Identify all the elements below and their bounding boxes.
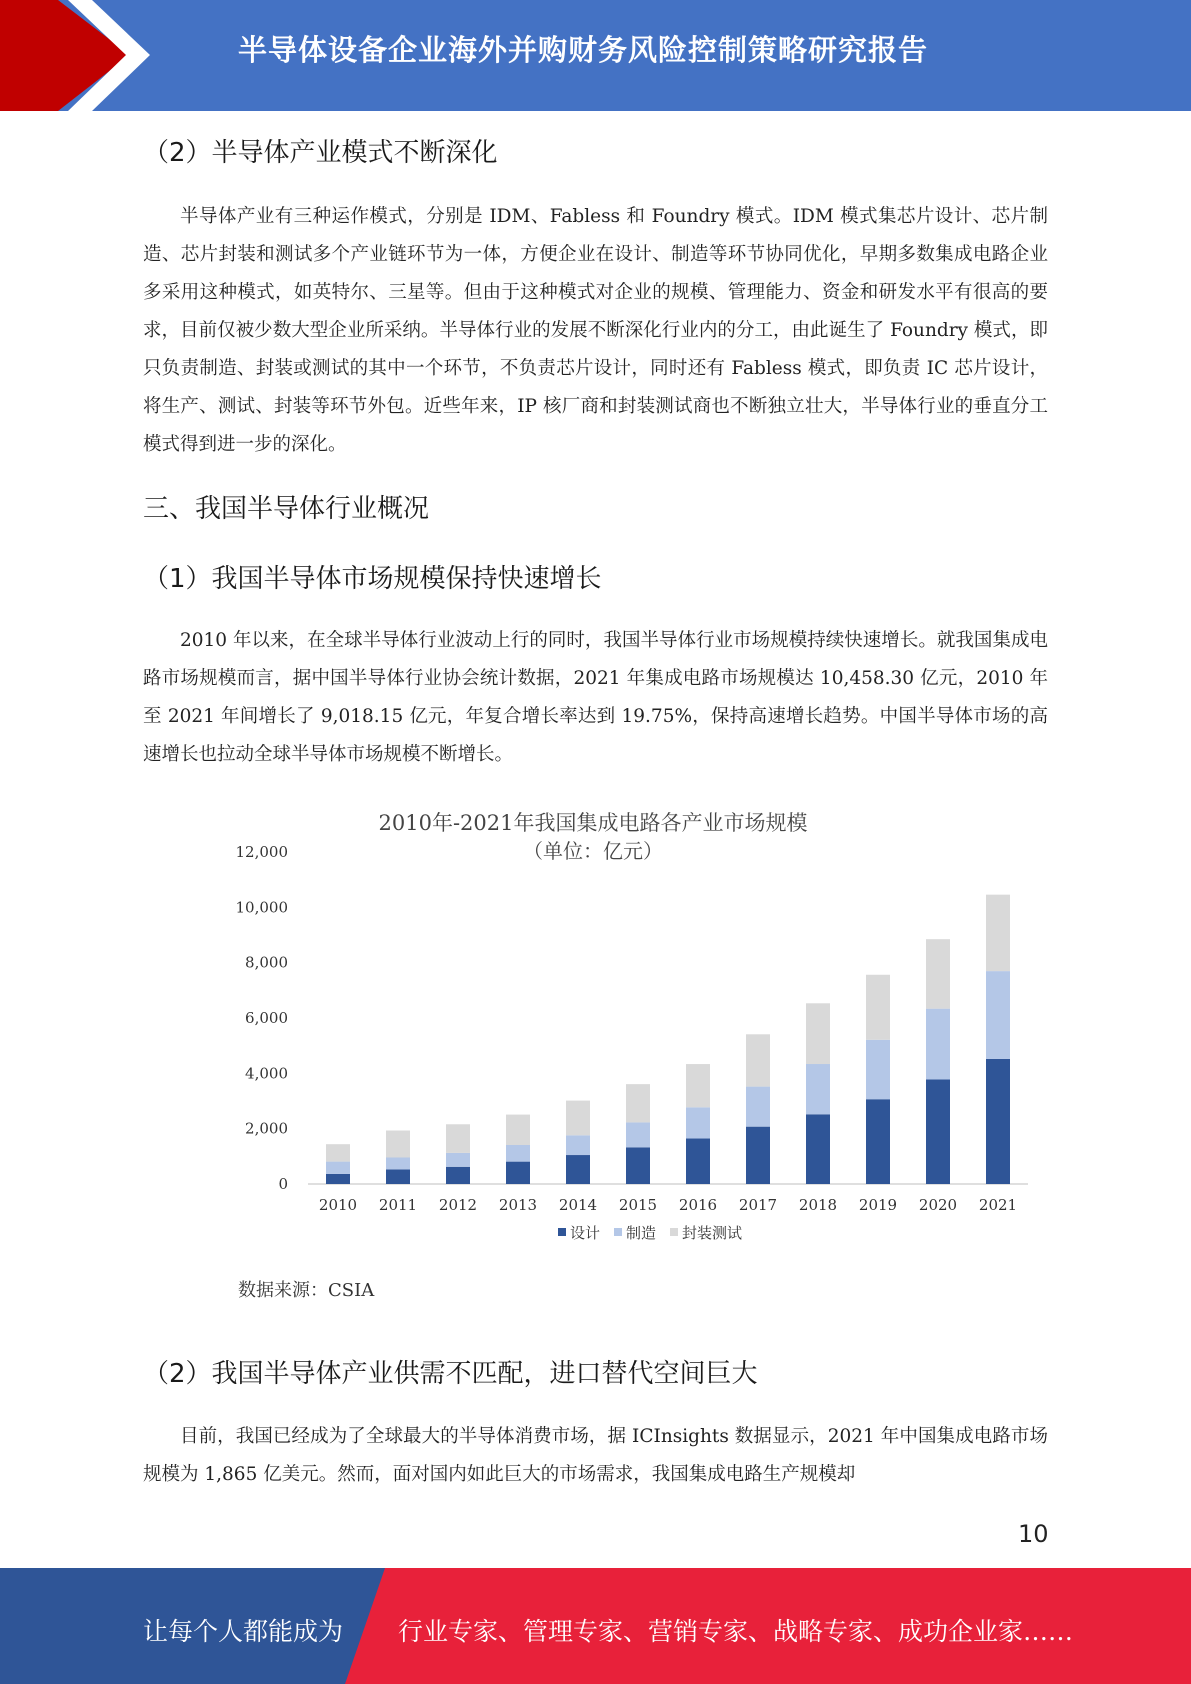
bar-设计-2011 — [386, 1169, 410, 1184]
bar-制造-2020 — [926, 1009, 950, 1080]
x-tick-label: 2018 — [798, 1196, 838, 1214]
bar-封装测试-2011 — [386, 1131, 410, 1158]
bar-封装测试-2018 — [806, 1003, 830, 1064]
chart-subtitle: （单位：亿元） — [523, 839, 663, 863]
x-tick-label: 2012 — [438, 1196, 478, 1214]
x-tick-label: 2019 — [858, 1196, 898, 1214]
x-tick-label: 2015 — [618, 1196, 658, 1214]
y-tick-label: 2,000 — [245, 1119, 288, 1138]
bar-设计-2016 — [686, 1139, 710, 1184]
bar-设计-2021 — [986, 1059, 1010, 1184]
bar-封装测试-2019 — [866, 975, 890, 1040]
chart-canvas — [228, 800, 1048, 1260]
y-tick-label: 6,000 — [245, 1009, 288, 1027]
y-tick-label: 4,000 — [245, 1064, 288, 1083]
x-tick-label: 2010 — [318, 1196, 358, 1214]
bar-设计-2020 — [926, 1079, 950, 1184]
page-number: 10 — [1018, 1520, 1049, 1548]
header-title: 半导体设备企业海外并购财务风险控制策略研究报告 — [238, 33, 929, 67]
paragraph-supply-demand: 目前，我国已经成为了全球最大的半导体消费市场，据 ICInsights 数据显示，2021 年中国集成电路市场规模为 1,865 亿美元。然而，面对国内如此巨大的市场需求，我国集成电路生产规模却 — [143, 1426, 1048, 1485]
chart-title: 2010年-2021年我国集成电路各产业市场规模 — [378, 811, 808, 835]
y-tick-label: 8,000 — [245, 953, 288, 972]
data-source: 数据来源：CSIA — [238, 1280, 375, 1301]
bar-设计-2019 — [866, 1099, 890, 1184]
bar-制造-2016 — [686, 1107, 710, 1138]
bar-封装测试-2010 — [326, 1144, 350, 1161]
bar-封装测试-2020 — [926, 939, 950, 1008]
page-footer — [0, 1568, 1191, 1684]
x-tick-label: 2021 — [978, 1196, 1018, 1214]
bar-制造-2013 — [506, 1145, 530, 1162]
footer-slogan-left: 让每个人都能成为 — [143, 1617, 344, 1646]
bar-设计-2018 — [806, 1114, 830, 1184]
page-header — [0, 0, 1191, 111]
bar-制造-2015 — [626, 1122, 650, 1147]
bar-封装测试-2012 — [446, 1124, 470, 1153]
legend-swatch-制造 — [614, 1228, 622, 1236]
legend-swatch-封装测试 — [670, 1228, 678, 1236]
x-tick-label: 2020 — [918, 1196, 958, 1214]
bar-制造-2018 — [806, 1064, 830, 1114]
section-heading-market-growth: （1）我国半导体市场规模保持快速增长 — [143, 564, 602, 594]
section-heading-supply-demand: （2）我国半导体产业供需不匹配，进口替代空间巨大 — [143, 1359, 758, 1389]
legend-label-制造: 制造 — [626, 1224, 657, 1242]
bar-制造-2014 — [566, 1135, 590, 1155]
y-tick-label: 0 — [278, 1175, 288, 1193]
bar-封装测试-2021 — [986, 895, 1010, 971]
bar-封装测试-2017 — [746, 1034, 770, 1086]
legend-label-设计: 设计 — [570, 1224, 601, 1242]
section-heading-industry-model: （2）半导体产业模式不断深化 — [143, 138, 498, 168]
footer-slogan-right: 行业专家、管理专家、营销专家、战略专家、成功企业家…… — [398, 1617, 1074, 1646]
bar-制造-2011 — [386, 1157, 410, 1169]
bar-设计-2014 — [566, 1155, 590, 1184]
legend-swatch-设计 — [558, 1228, 566, 1236]
x-tick-label: 2013 — [498, 1196, 538, 1214]
bar-设计-2012 — [446, 1167, 470, 1184]
bar-设计-2015 — [626, 1147, 650, 1184]
y-tick-label: 10,000 — [235, 898, 288, 917]
paragraph-industry-model: 半导体产业有三种运作模式，分别是 IDM、Fabless 和 Foundry 模式。IDM 模式集芯片设计、芯片制造、芯片封装和测试多个产业链环节为一体，方便企业在设计、制造等环节协同优化，早期多数集成电路企业多采用这种模式，如英特尔、三星等。但由于这种模式对企业的规模、管理能力、资金和研发水平有很高的要求，目前仅被少数大型企业所采纳。半导体行业的发展不断深化行业内的分工，由此诞生了 Foundry 模式，即只负责制造、封装或测试的其中一个环节，不负责芯片设计，同时还有 Fabless 模式，即负责 IC 芯片设计，将生产、测试、封装等环节外包。近些年来，IP 核厂商和封装测试商也不断独立壮大，半导体行业的垂直分工模式得到进一步的深化。 — [143, 206, 1048, 455]
x-tick-label: 2014 — [558, 1196, 598, 1214]
x-tick-label: 2016 — [678, 1196, 718, 1214]
x-tick-label: 2017 — [738, 1196, 778, 1214]
bar-制造-2012 — [446, 1153, 470, 1167]
section-heading-overview: 三、我国半导体行业概况 — [143, 494, 430, 524]
bar-制造-2021 — [986, 971, 1010, 1059]
bar-设计-2013 — [506, 1162, 530, 1184]
bar-设计-2010 — [326, 1174, 350, 1184]
bar-封装测试-2016 — [686, 1064, 710, 1107]
bar-制造-2010 — [326, 1162, 350, 1174]
y-tick-label: 12,000 — [235, 843, 288, 861]
x-tick-label: 2011 — [378, 1196, 418, 1214]
bar-制造-2017 — [746, 1087, 770, 1127]
paragraph-market-growth: 2010 年以来，在全球半导体行业波动上行的同时，我国半导体行业市场规模持续快速增长。就我国集成电路市场规模而言，据中国半导体行业协会统计数据，2021 年集成电路市场规模达 10,458.30 亿元，2010 年至 2021 年间增长了 9,018.15 亿元，年复合增长率达到 19.75%，保持高速增长趋势。中国半导体市场的高速增长也拉动全球半导体市场规模不断增长。 — [143, 630, 1048, 765]
market-size-chart — [228, 800, 1048, 1260]
bar-制造-2019 — [866, 1040, 890, 1099]
bar-设计-2017 — [746, 1127, 770, 1184]
bar-封装测试-2013 — [506, 1115, 530, 1145]
legend-label-封装测试: 封装测试 — [682, 1224, 743, 1242]
bar-封装测试-2014 — [566, 1101, 590, 1136]
bar-封装测试-2015 — [626, 1084, 650, 1122]
